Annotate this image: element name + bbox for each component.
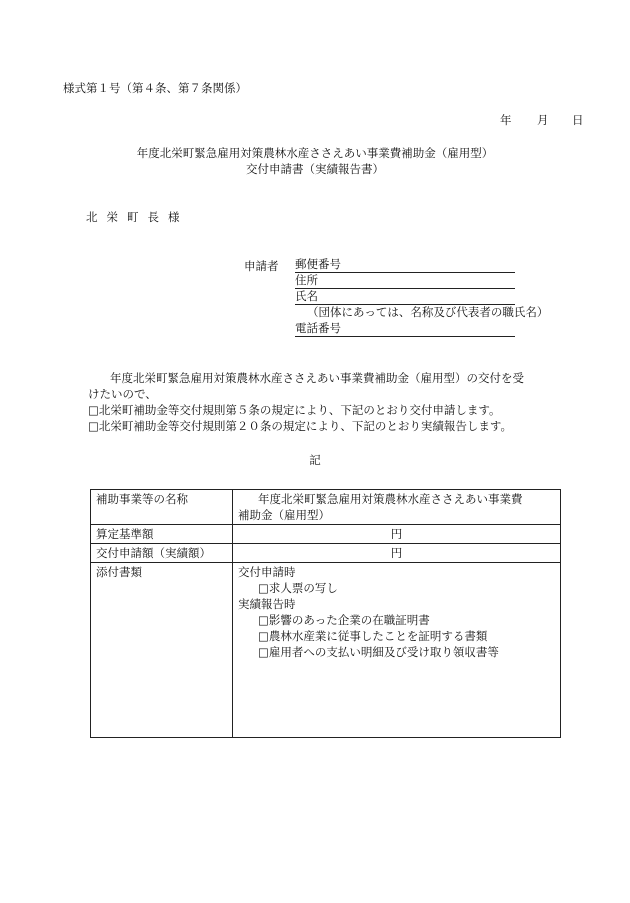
project-name-value [233, 490, 561, 525]
attach-report-heading: 実績報告時 [238, 597, 296, 611]
form-number: 様式第１号（第４条、第７条関係） [63, 81, 247, 95]
table-row [91, 490, 561, 525]
address-field[interactable]: 住所 [295, 272, 515, 289]
document-title-line2: 交付申請書（実績報告書） [246, 162, 384, 176]
name-field[interactable]: 氏名 [295, 288, 515, 305]
base-amount-label: 算定基準額 [91, 525, 233, 544]
date-year-label: 年 [500, 113, 512, 127]
attach-report-item2[interactable]: □農林水産業に従事したことを証明する書類 [258, 629, 488, 643]
requested-amount-value[interactable]: 円 [233, 544, 561, 563]
attach-report-item3[interactable]: □雇用者への支払い明細及び受け取り領収書等 [258, 645, 499, 659]
attachments-list [233, 563, 561, 738]
requested-amount-label: 交付申請額（実績額） [91, 544, 233, 563]
date-day-label: 日 [572, 113, 584, 127]
date-month-label: 月 [537, 113, 549, 127]
project-name-label: 補助事業等の名称 [91, 490, 233, 525]
details-table [90, 489, 561, 738]
table-row [91, 563, 561, 738]
report-checkbox-text[interactable]: □北栄町補助金等交付規則第２０条の規定により、下記のとおり実績報告します。 [88, 419, 512, 433]
attachments-label: 添付書類 [91, 563, 233, 738]
ki-heading: 記 [309, 453, 321, 467]
addressee: 北栄町長様 [86, 210, 189, 224]
application-checkbox-text[interactable]: □北栄町補助金等交付規則第５条の規定により、下記のとおり交付申請します。 [88, 403, 501, 417]
applicant-label: 申請者 [244, 259, 279, 273]
document-title-line1: 年度北栄町緊急雇用対策農林水産ささえあい事業費補助金（雇用型） [136, 146, 494, 160]
body-text-line2: けたいので、 [88, 387, 157, 401]
project-name-line2: 補助金（雇用型） [238, 508, 330, 522]
phone-field[interactable]: 電話番号 [295, 320, 515, 337]
attach-application-item1[interactable]: □求人票の写し [258, 581, 338, 595]
project-name-line1: 年度北栄町緊急雇用対策農林水産ささえあい事業費 [258, 492, 523, 506]
body-text-line1: 年度北栄町緊急雇用対策農林水産ささえあい事業費補助金（雇用型）の交付を受 [110, 371, 524, 385]
postal-code-field[interactable]: 郵便番号 [295, 256, 515, 273]
table-row [91, 544, 561, 563]
name-note: （団体にあっては、名称及び代表者の職氏名） [307, 305, 549, 319]
attach-application-heading: 交付申請時 [238, 565, 296, 579]
base-amount-value[interactable]: 円 [233, 525, 561, 544]
table-row [91, 525, 561, 544]
attach-report-item1[interactable]: □影響のあった企業の在職証明書 [258, 613, 430, 627]
